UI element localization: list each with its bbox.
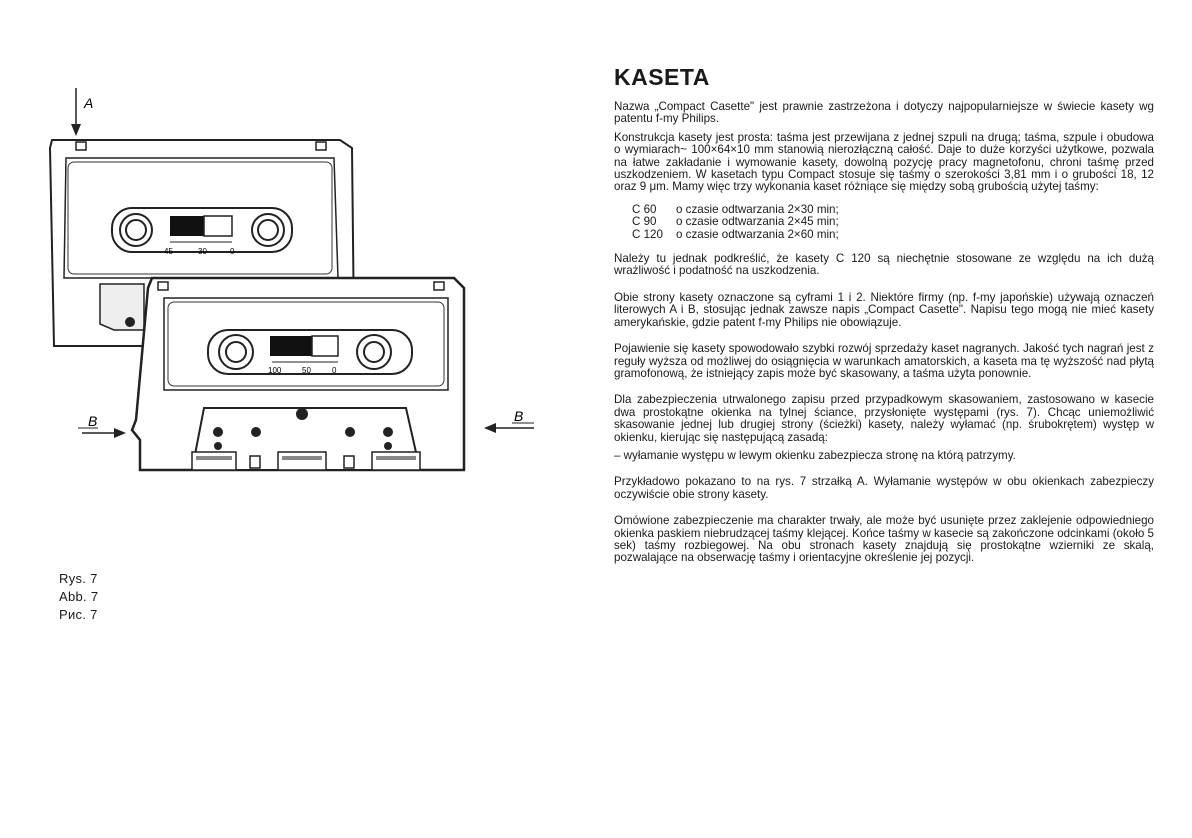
arrow-b-left-label: B: [88, 413, 98, 429]
cassette-type-row: [632, 229, 1154, 241]
cassette-time: o czasie odtwarzania 2×45 min;: [676, 215, 839, 229]
front-scale-50: 50: [302, 366, 311, 375]
paragraph-permanence: Omówione zabezpieczenie ma charakter trwały, ale może być usunięte przez zaklejenie odpowiedniego okienka paskiem niebrudzącej taśmy klejącej. Końce taśmy w kasecie są zakończone odcinkami (około 5 sek) taśmy rozbiegowej. Na obu stronach kasety znajdują się prostokątne wzierniki ze skalą, pozwalające na obserwację taśmy i orientacyjne określenie jej pozycji.: [614, 514, 1154, 565]
arrow-b-left-head: [114, 428, 126, 438]
cassette-figure: [40, 80, 560, 500]
front-scale-0: 0: [332, 366, 337, 375]
front-scale-100: 100: [268, 366, 282, 375]
cassette-types-list: [632, 204, 1154, 241]
page-title: KASETA: [614, 64, 710, 90]
paragraph-protection: Dla zabezpieczenia utrwalonego zapisu przed przypadkowym skasowaniem, zastosowano w kasecie dwa prostokątne okienka na tylnej ściance, przysłonięte występami (rys. 7). Chcąc uniemożliwić skasowanie jednej lub drugiej strony (ścieżki) kasety, należy wyłamać (np. śrubokrętem) występ w okienku, kierując się następującą zasadą:: [614, 393, 1154, 444]
arrow-a-head: [71, 124, 81, 136]
caption-polish: Rys. 7: [59, 571, 98, 586]
cassette-time: o czasie odtwarzania 2×60 min;: [676, 227, 839, 241]
right-page: [596, 0, 1192, 838]
paragraph-recordings: Pojawienie się kasety spowodowało szybki rozwój sprzedaży kaset nagranych. Jakość tych nagrań jest z reguły wyższa od możliwej do osiągnięcia w warunkach amatorskich, a kaseta ma tę wyższość nad płytą gramofonową, że istniejący zapis może być skasowany, a taśma użyta ponownie.: [614, 342, 1154, 380]
arrow-b-right-head: [484, 423, 496, 433]
paragraph-example: Przykładowo pokazano to na rys. 7 strzałką A. Wyłamanie występów w obu okienkach zabezpieczy oczywiście obie strony kasety.: [614, 475, 1154, 501]
paragraph-c120: Należy tu jednak podkreślić, że kasety C 120 są niechętnie stosowane ze względu na ich dużą wrażliwość i podatność na uszkodzenia.: [614, 252, 1154, 278]
figure-captions: [59, 570, 98, 624]
cassette-format: C 90: [632, 215, 657, 229]
back-scale-45: 45: [164, 247, 173, 256]
paragraph-sides: Obie strony kasety oznaczone są cyframi 1 i 2. Niektóre firmy (np. f-my japońskie) używają oznaczeń literowych A i B, stosując jednak zawsze napis „Compact Casette". Napisu tego mogą nie mieć kasety amerykańskie, gdzie patent f-my Philips nie obowiązuje.: [614, 290, 1154, 329]
caption-german: Abb. 7: [59, 589, 99, 604]
front-cassette: [132, 278, 464, 470]
back-scale-30: 30: [198, 247, 207, 256]
protection-rule: – wyłamanie występu w lewym okienku zabezpiecza stronę na którą patrzymy.: [614, 448, 1016, 462]
cassette-type-row: [632, 216, 1154, 228]
caption-russian: Рис. 7: [59, 607, 98, 622]
cassette-illustration: [40, 80, 560, 500]
paragraph-construction: Konstrukcja kasety jest prosta: taśma jest przewijana z jednej szpuli na drugą; taśma, szpule i obudowa o wymiarach~ 100×64×10 mm stanowią nierozłączną całość. Daje to duże korzyści użytkowe, pozwala na łatwe zakładanie i wymowanie kasety, dowolną pozycję pracy magnetofonu, chroni taśmę przed uszkodzeniem. W kasetach typu Compact stosuje się taśmy o szerokości 3,81 mm i o grubości 18, 12 oraz 9 μm. Mamy więc trzy wykonania kaset różniące się między sobą grubością użytej taśmy:: [614, 130, 1154, 194]
paragraph-intro: Nazwa „Compact Casette" jest prawnie zastrzeżona i dotyczy najpopularniejsze w świecie kasety wg patentu f-my Philips.: [614, 100, 1154, 126]
back-scale-0: 0: [230, 247, 235, 256]
arrow-a-label: A: [84, 95, 94, 111]
cassette-format: C 120: [632, 227, 663, 241]
cassette-time: o czasie odtwarzania 2×30 min;: [676, 202, 839, 216]
article-body: [614, 101, 1154, 571]
arrow-b-right-label: B: [514, 408, 524, 424]
cassette-format: C 60: [632, 202, 657, 216]
